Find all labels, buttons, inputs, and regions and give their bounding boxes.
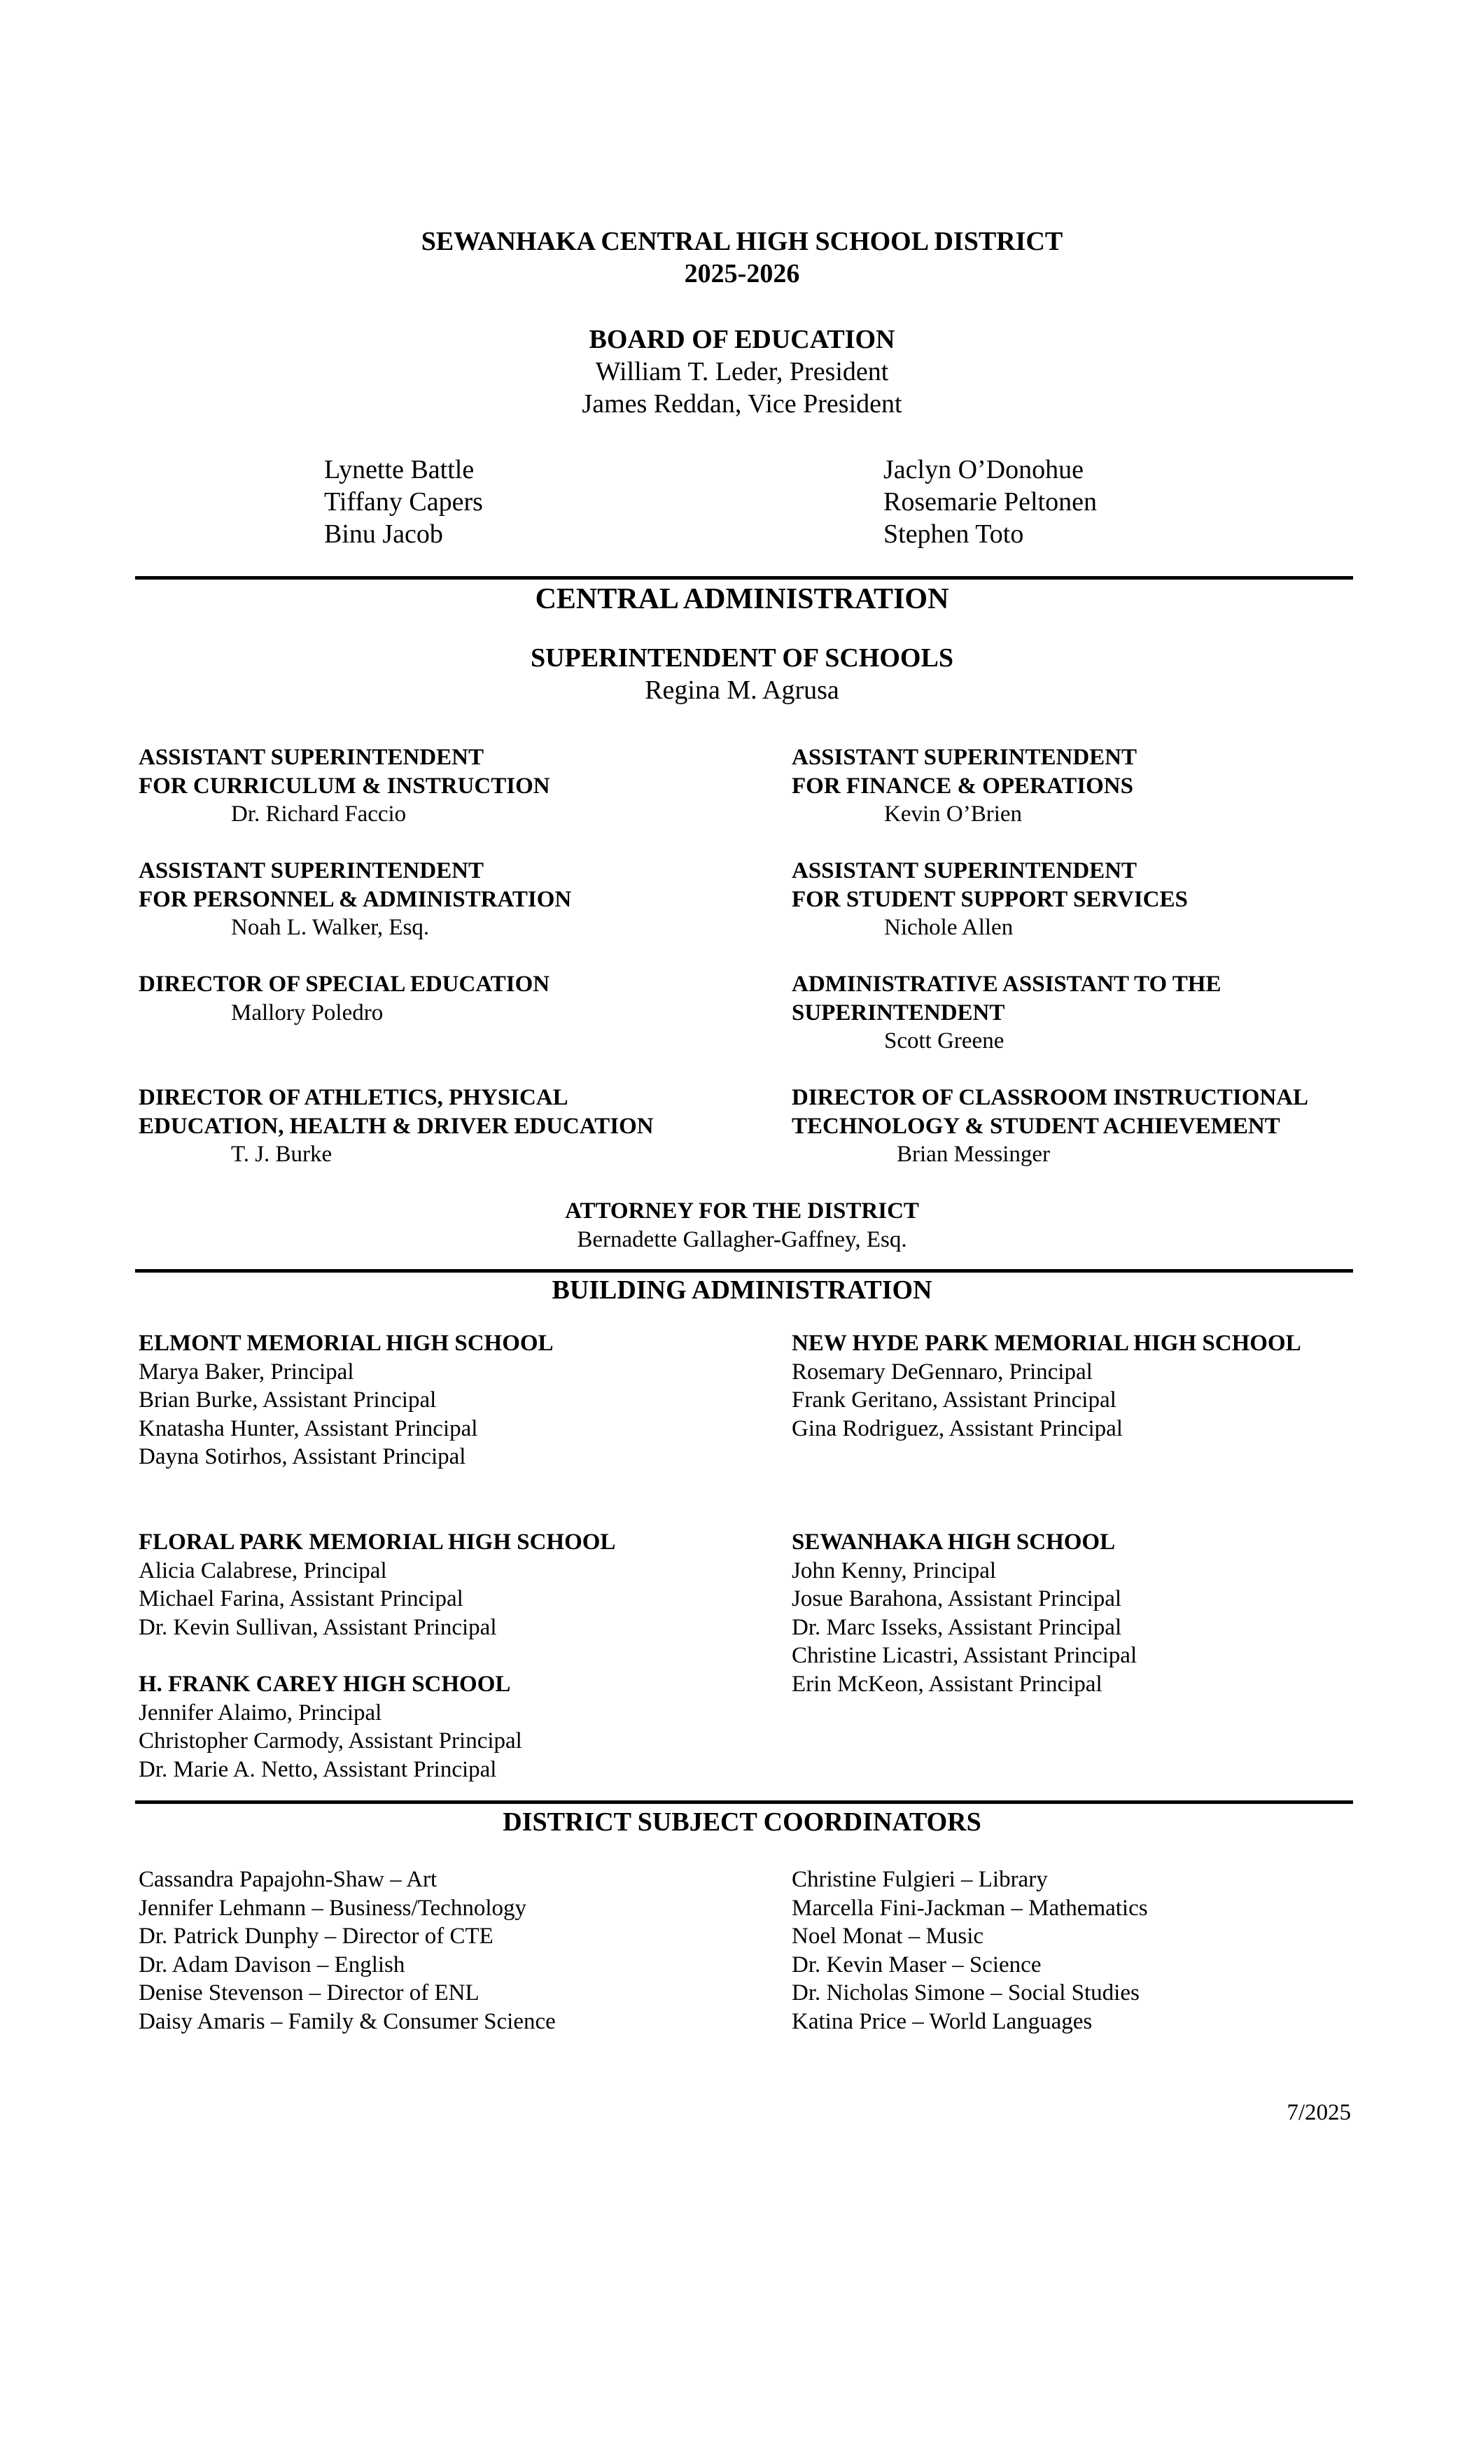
board-member: Jaclyn O’Donohue [883, 455, 1084, 484]
staff-member: Marya Baker, Principal [139, 1359, 354, 1385]
coordinator: Noel Monat – Music [792, 1924, 984, 1949]
coordinators-heading: DISTRICT SUBJECT COORDINATORS [503, 1807, 981, 1837]
coordinator: Denise Stevenson – Director of ENL [139, 1980, 479, 2005]
staff-member: Frank Geritano, Assistant Principal [792, 1387, 1116, 1413]
admin-title: DIRECTOR OF ATHLETICS, PHYSICAL [139, 1085, 568, 1110]
staff-member: Christine Licastri, Assistant Principal [792, 1643, 1138, 1668]
school-block [792, 1329, 1301, 1443]
staff-member: Dayna Sotirhos, Assistant Principal [139, 1444, 466, 1469]
school-block [139, 1528, 615, 1642]
admin-block [139, 857, 571, 942]
staff-member: Gina Rodriguez, Assistant Principal [792, 1415, 1123, 1441]
coordinators-left [139, 1865, 556, 2036]
coordinator: Marcella Fini-Jackman – Mathematics [792, 1895, 1148, 1921]
admin-title: ASSISTANT SUPERINTENDENT [139, 858, 484, 883]
school-name: NEW HYDE PARK MEMORIAL HIGH SCHOOL [792, 1331, 1301, 1356]
admin-block [139, 1084, 654, 1169]
admin-block [139, 743, 550, 829]
admin-title: EDUCATION, HEALTH & DRIVER EDUCATION [139, 1113, 654, 1139]
coordinator: Christine Fulgieri – Library [792, 1867, 1048, 1892]
coordinator: Katina Price – World Languages [792, 2008, 1093, 2034]
superintendent-name: Regina M. Agrusa [645, 676, 839, 705]
admin-name: Kevin O’Brien [884, 802, 1023, 827]
admin-block [139, 970, 550, 1027]
revision-date: 7/2025 [1287, 2100, 1351, 2125]
school-year: 2025-2026 [684, 259, 800, 288]
attorney-title: ATTORNEY FOR THE DISTRICT [565, 1198, 919, 1224]
admin-title: ASSISTANT SUPERINTENDENT [792, 858, 1138, 883]
coordinator: Dr. Kevin Maser – Science [792, 1952, 1042, 1977]
board-member: Tiffany Capers [324, 487, 483, 517]
staff-member: Christopher Carmody, Assistant Principal [139, 1728, 522, 1754]
admin-title: SUPERINTENDENT [792, 1000, 1005, 1026]
staff-member: Josue Barahona, Assistant Principal [792, 1586, 1122, 1611]
district-name: SEWANHAKA CENTRAL HIGH SCHOOL DISTRICT [421, 227, 1063, 256]
coordinator: Cassandra Papajohn-Shaw – Art [139, 1867, 438, 1892]
admin-title: FOR PERSONNEL & ADMINISTRATION [139, 886, 572, 912]
admin-name: Brian Messinger [897, 1142, 1051, 1167]
coordinator: Dr. Nicholas Simone – Social Studies [792, 1980, 1140, 2005]
admin-name: Nichole Allen [884, 915, 1014, 940]
board-heading: BOARD OF EDUCATION [589, 325, 895, 354]
attorney-name: Bernadette Gallagher-Gaffney, Esq. [577, 1227, 907, 1252]
staff-member: Michael Farina, Assistant Principal [139, 1586, 463, 1611]
coordinator: Jennifer Lehmann – Business/Technology [139, 1895, 526, 1921]
coordinator: Dr. Patrick Dunphy – Director of CTE [139, 1924, 493, 1949]
staff-member: Jennifer Alaimo, Principal [139, 1700, 382, 1726]
board-member: Rosemarie Peltonen [883, 487, 1097, 517]
admin-name: Noah L. Walker, Esq. [231, 915, 430, 940]
board-member: Lynette Battle [324, 455, 475, 484]
admin-block [792, 1084, 1308, 1169]
section-divider [135, 1800, 1353, 1804]
staff-member: John Kenny, Principal [792, 1558, 997, 1583]
section-divider [135, 1269, 1353, 1273]
staff-member: Brian Burke, Assistant Principal [139, 1387, 437, 1413]
central-admin-heading: CENTRAL ADMINISTRATION [535, 583, 949, 615]
school-name: SEWANHAKA HIGH SCHOOL [792, 1530, 1116, 1555]
admin-name: T. J. Burke [231, 1142, 332, 1167]
admin-title: ADMINISTRATIVE ASSISTANT TO THE [792, 972, 1222, 997]
admin-title: FOR FINANCE & OPERATIONS [792, 773, 1133, 799]
school-block [792, 1528, 1137, 1698]
staff-member: Knatasha Hunter, Assistant Principal [139, 1415, 478, 1441]
admin-title: DIRECTOR OF SPECIAL EDUCATION [139, 972, 550, 997]
board-vice-president: James Reddan, Vice President [582, 389, 902, 419]
coordinator: Dr. Adam Davison – English [139, 1952, 405, 1977]
building-admin-heading: BUILDING ADMINISTRATION [552, 1275, 932, 1305]
board-members-left [324, 454, 483, 550]
admin-block [792, 743, 1137, 829]
section-divider [135, 576, 1353, 580]
staff-member: Dr. Marc Isseks, Assistant Principal [792, 1614, 1122, 1640]
admin-name: Dr. Richard Faccio [231, 802, 407, 827]
staff-member: Dr. Marie A. Netto, Assistant Principal [139, 1756, 497, 1782]
admin-title: TECHNOLOGY & STUDENT ACHIEVEMENT [792, 1113, 1280, 1139]
school-name: H. FRANK CAREY HIGH SCHOOL [139, 1672, 511, 1697]
admin-title: ASSISTANT SUPERINTENDENT [792, 745, 1138, 770]
coordinators-right [792, 1865, 1148, 2036]
admin-title: ASSISTANT SUPERINTENDENT [139, 745, 484, 770]
school-name: FLORAL PARK MEMORIAL HIGH SCHOOL [139, 1530, 616, 1555]
admin-title: FOR STUDENT SUPPORT SERVICES [792, 886, 1188, 912]
board-president: William T. Leder, President [595, 357, 889, 386]
admin-name: Mallory Poledro [231, 1000, 384, 1026]
superintendent-title: SUPERINTENDENT OF SCHOOLS [531, 643, 953, 673]
school-block [139, 1329, 554, 1471]
board-member: Binu Jacob [324, 519, 443, 549]
admin-title: FOR CURRICULUM & INSTRUCTION [139, 773, 550, 799]
staff-member: Alicia Calabrese, Principal [139, 1558, 387, 1583]
admin-name: Scott Greene [884, 1028, 1004, 1054]
school-name: ELMONT MEMORIAL HIGH SCHOOL [139, 1331, 554, 1356]
coordinator: Daisy Amaris – Family & Consumer Science [139, 2008, 556, 2034]
staff-member: Rosemary DeGennaro, Principal [792, 1359, 1093, 1385]
staff-member: Erin McKeon, Assistant Principal [792, 1671, 1102, 1697]
admin-title: DIRECTOR OF CLASSROOM INSTRUCTIONAL [792, 1085, 1309, 1110]
admin-block [792, 970, 1221, 1056]
board-members-right [883, 454, 1097, 550]
admin-block [792, 857, 1188, 942]
board-member: Stephen Toto [883, 519, 1024, 549]
staff-member: Dr. Kevin Sullivan, Assistant Principal [139, 1614, 497, 1640]
school-block [139, 1670, 522, 1784]
